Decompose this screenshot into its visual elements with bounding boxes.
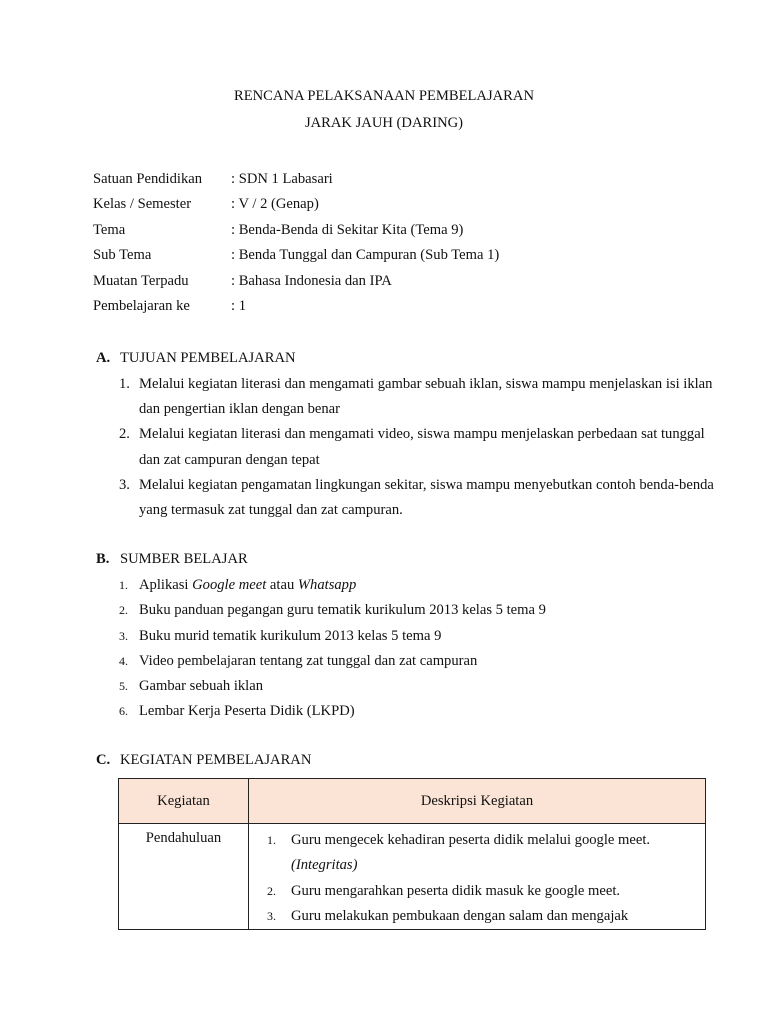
table-cell-activity: Pendahuluan: [119, 824, 249, 930]
list-item: [249, 853, 701, 878]
table-cell-description: [249, 824, 706, 930]
item-text: Melalui kegiatan pengamatan lingkungan sekitar, siswa mampu menyebutkan contoh benda-benda yang termasuk zat tunggal dan zat campuran.: [139, 476, 714, 519]
list-item: [119, 674, 719, 699]
item-text: Guru mengarahkan peserta didik masuk ke google meet.: [291, 882, 621, 899]
list-item: [249, 879, 701, 904]
list-item: [249, 904, 701, 929]
item-number: 2.: [119, 603, 128, 618]
list-item: [119, 573, 719, 598]
item-text-emphasis: Whatsapp: [297, 577, 357, 593]
info-row: [93, 297, 499, 322]
activity-steps: [261, 828, 701, 929]
item-number: 6.: [119, 704, 128, 719]
info-row: [93, 170, 499, 195]
item-number: 2.: [119, 426, 130, 443]
item-text: Video pembelajaran tentang zat tunggal dan zat campuran: [139, 652, 478, 669]
info-value: : Bahasa Indonesia dan IPA: [231, 272, 392, 289]
info-row: [93, 221, 499, 246]
table-header-row: [119, 779, 706, 824]
section-c-heading: [96, 751, 311, 770]
document-title: RENCANA PELAKSANAAN PEMBELAJARAN: [233, 88, 534, 104]
item-number: 1.: [267, 833, 276, 847]
info-value: : 1: [231, 297, 246, 314]
list-item: [119, 372, 719, 422]
item-text: Melalui kegiatan literasi dan mengamati gambar sebuah iklan, siswa mampu menjelaskan isi iklan dan pengertian iklan dengan benar: [139, 376, 713, 418]
info-label: Satuan Pendidikan: [93, 171, 203, 187]
list-item: [119, 624, 719, 649]
info-row: [93, 272, 499, 297]
info-label: Sub Tema: [93, 247, 152, 264]
item-text: Guru mengecek kehadiran peserta didik melalui google meet.: [291, 832, 651, 848]
section-b-heading: [96, 550, 248, 569]
info-block: [93, 170, 499, 322]
list-item: [119, 422, 719, 472]
item-number: 5.: [119, 679, 128, 694]
info-label: Pembelajaran ke: [93, 297, 190, 314]
info-value: : Benda-Benda di Sekitar Kita (Tema 9): [231, 221, 464, 238]
sources-list: [119, 573, 719, 725]
item-number: 3.: [119, 476, 130, 493]
info-value: : V / 2 (Genap): [231, 196, 319, 213]
item-text-emphasis: Google meet: [192, 577, 267, 593]
info-label: Tema: [93, 221, 126, 238]
info-row: [93, 195, 499, 220]
item-number: 3.: [267, 908, 276, 923]
info-value: : Benda Tunggal dan Campuran (Sub Tema 1): [231, 247, 500, 264]
item-number: 1.: [119, 376, 130, 392]
section-letter: B.: [96, 551, 110, 567]
table-header-deskripsi: Deskripsi Kegiatan: [249, 779, 706, 824]
item-text: Gambar sebuah iklan: [139, 678, 264, 695]
item-number: 4.: [119, 653, 128, 668]
item-note: (Integritas): [291, 857, 358, 874]
objectives-list: [119, 372, 719, 523]
item-number: 1.: [119, 578, 128, 592]
info-row: [93, 246, 499, 271]
item-number: 2.: [267, 883, 276, 898]
list-item: [119, 473, 719, 523]
list-item: [119, 598, 719, 623]
list-item: [249, 828, 701, 853]
item-number: 3.: [119, 628, 128, 643]
item-text: Melalui kegiatan literasi dan mengamati video, siswa mampu menjelaskan perbedaan sat tunggal dan zat campuran dengan tepat: [139, 426, 705, 468]
info-label: Kelas / Semester: [93, 196, 192, 213]
activities-table: [118, 778, 706, 930]
item-text: Buku murid tematik kurikulum 2013 kelas 5 tema 9: [139, 627, 442, 644]
section-title: KEGIATAN PEMBELAJARAN: [120, 752, 312, 768]
table-header-kegiatan: Kegiatan: [119, 779, 249, 824]
section-a-heading: [96, 349, 296, 368]
section-title: SUMBER BELAJAR: [120, 551, 248, 567]
item-text: Lembar Kerja Peserta Didik (LKPD): [139, 703, 355, 720]
list-item: [119, 649, 719, 674]
section-letter: C.: [96, 752, 111, 768]
document-subtitle: JARAK JAUH (DARING): [304, 115, 464, 131]
section-title: TUJUAN PEMBELAJARAN: [120, 350, 296, 366]
section-letter: A.: [96, 350, 111, 366]
item-text-middle: atau: [266, 577, 298, 593]
table-row: [119, 824, 706, 930]
item-text: Buku panduan pegangan guru tematik kurikulum 2013 kelas 5 tema 9: [139, 602, 546, 619]
list-item: [119, 699, 719, 724]
info-value: : SDN 1 Labasari: [231, 171, 333, 187]
item-text-prefix: Aplikasi: [139, 577, 193, 593]
item-text: Guru melakukan pembukaan dengan salam dan mengajak: [291, 907, 629, 924]
info-label: Muatan Terpadu: [93, 272, 189, 289]
